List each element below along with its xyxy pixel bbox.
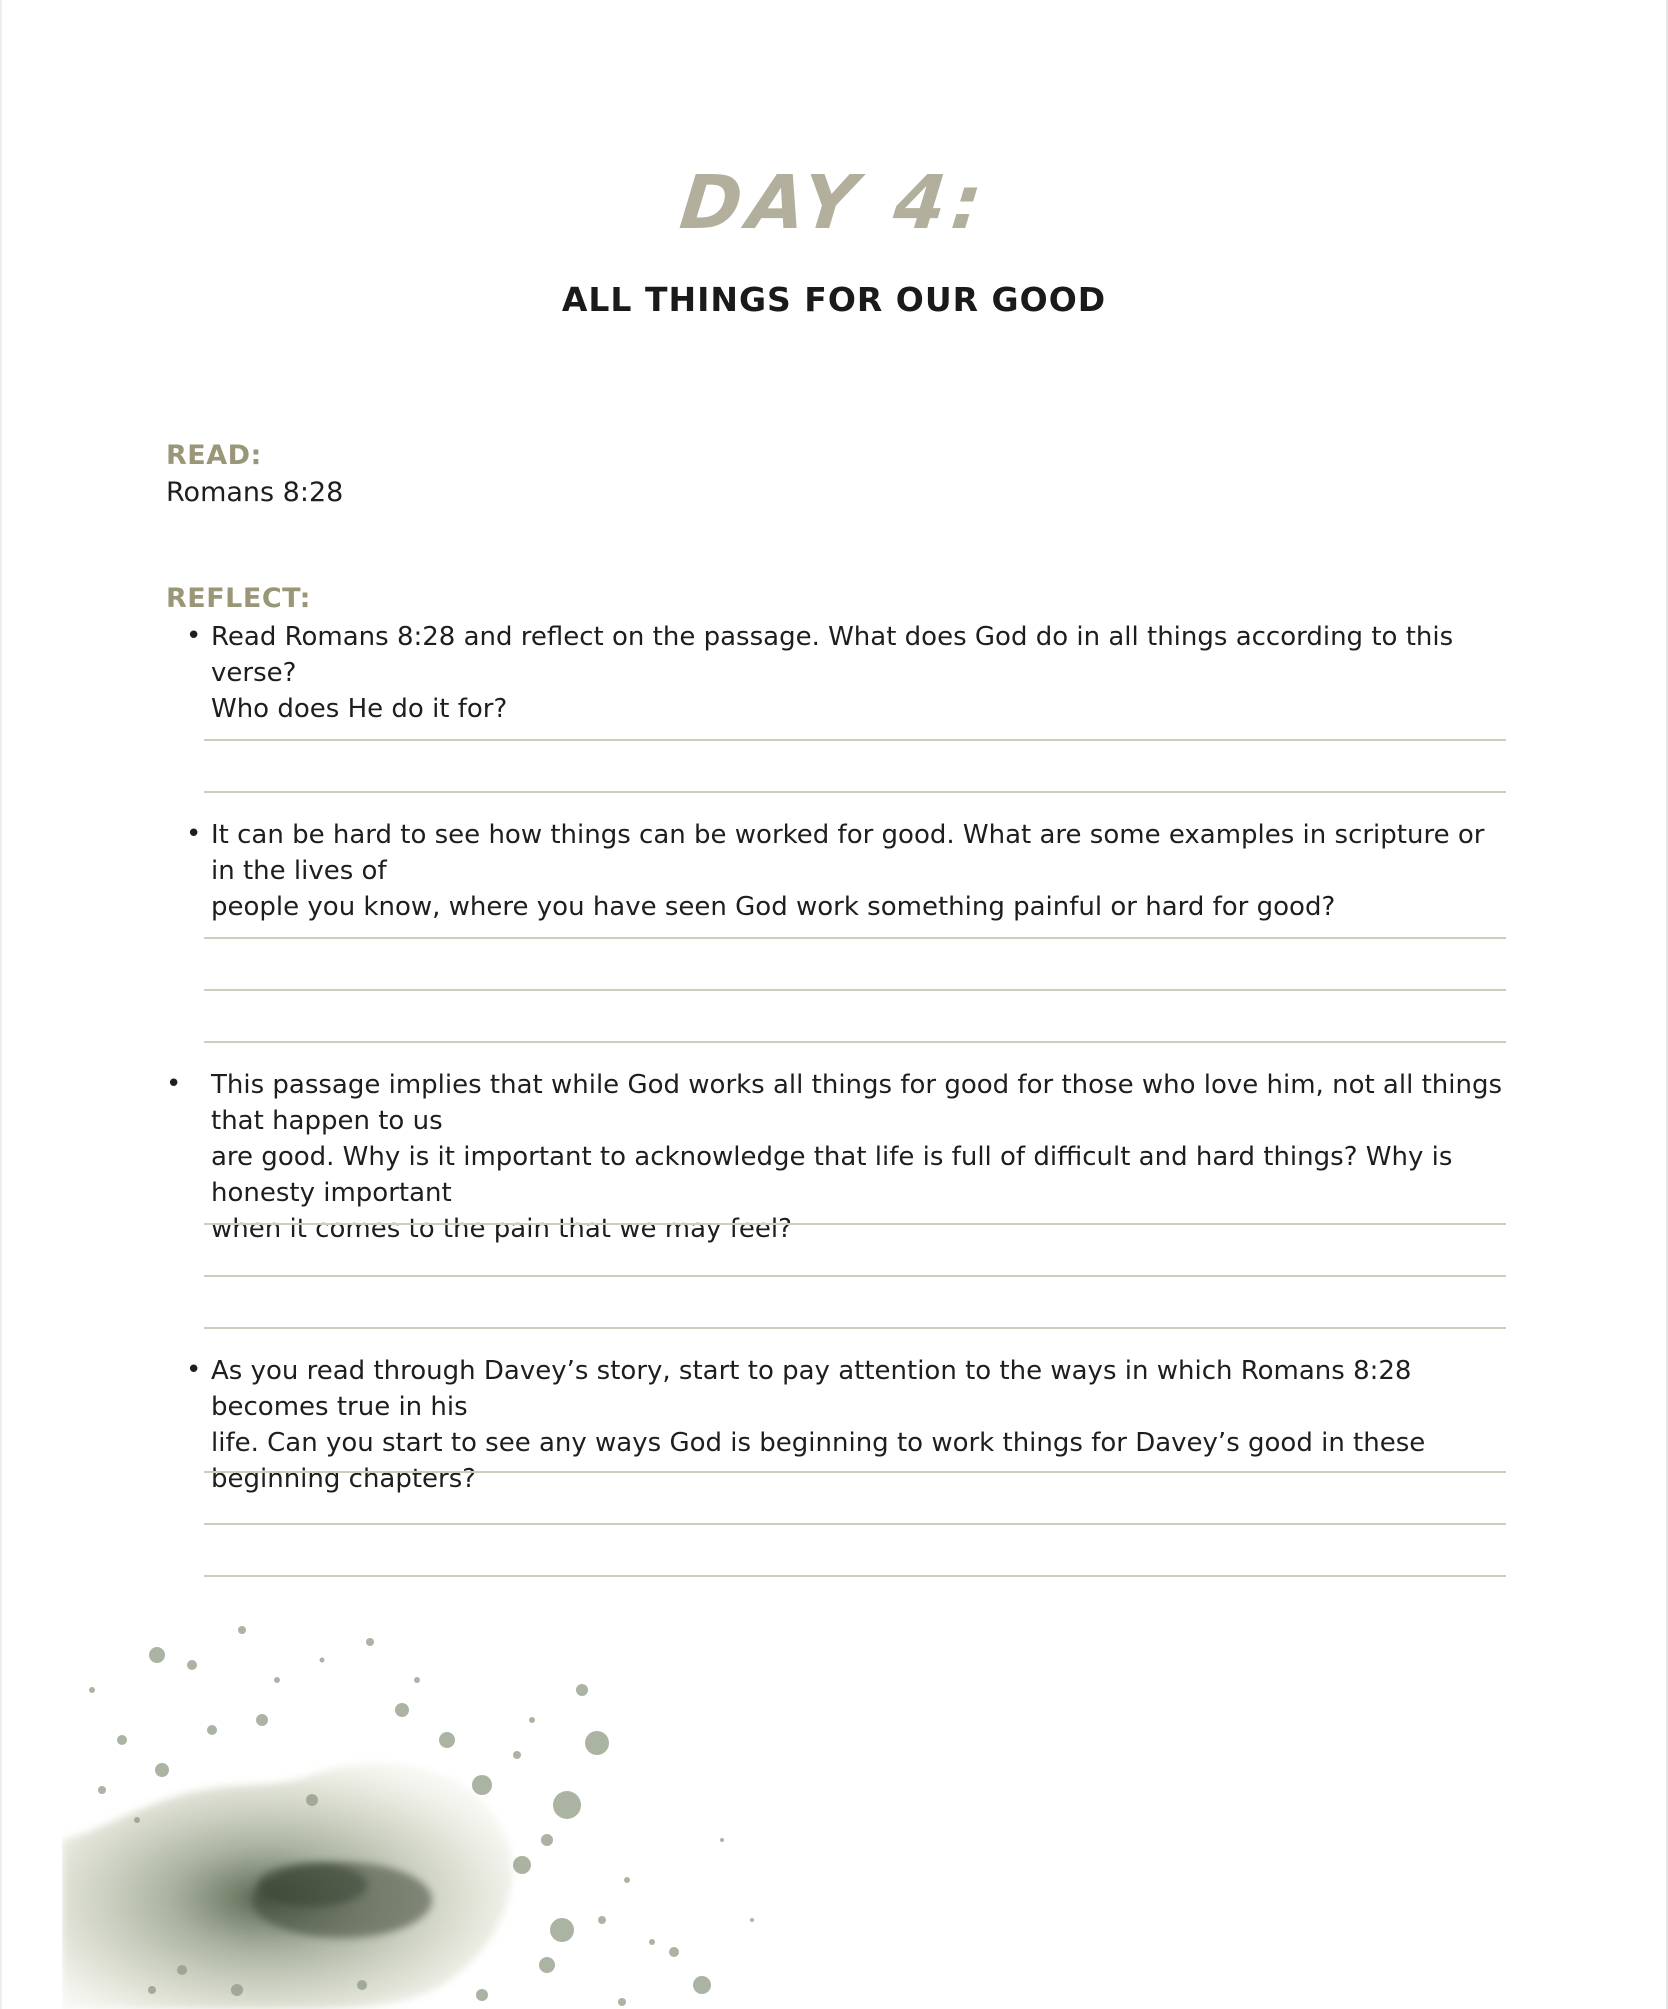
question-3-line-3: when it comes to the pain that we may feel? <box>211 1214 792 1244</box>
answer-line[interactable] <box>204 1523 1506 1525</box>
question-3 <box>211 1067 1511 1247</box>
question-3-line-2: are good. Why is it important to acknowledge that life is full of difficult and hard things? Why is honesty important <box>211 1142 1453 1208</box>
bullet-icon: • <box>186 819 202 849</box>
answer-line[interactable] <box>204 791 1506 793</box>
bullet-icon: • <box>186 1355 202 1385</box>
answer-line[interactable] <box>204 1041 1506 1043</box>
question-4-line-1: As you read through Davey’s story, start to pay attention to the ways in which Romans 8:28 becomes true in his <box>211 1356 1412 1422</box>
page-subtitle: ALL THINGS FOR OUR GOOD <box>561 280 1107 319</box>
question-4-line-2: life. Can you start to see any ways God is beginning to work things for Davey’s good in these beginning chapters? <box>211 1428 1426 1494</box>
answer-line[interactable] <box>204 1327 1506 1329</box>
read-reference: Romans 8:28 <box>166 477 344 508</box>
answer-line[interactable] <box>204 989 1506 991</box>
read-label: READ: <box>166 440 262 471</box>
question-1 <box>211 619 1511 727</box>
reflect-label: REFLECT: <box>166 583 311 614</box>
answer-line[interactable] <box>204 1575 1506 1577</box>
answer-line[interactable] <box>204 1223 1506 1225</box>
bullet-icon: • <box>186 621 202 651</box>
answer-line[interactable] <box>204 1275 1506 1277</box>
question-2-line-1: It can be hard to see how things can be worked for good. What are some examples in scripture or in the lives of <box>211 820 1485 886</box>
question-2 <box>211 817 1511 925</box>
question-4 <box>211 1353 1511 1497</box>
day-title: DAY 4: <box>676 160 992 246</box>
bullet-icon: • <box>166 1069 182 1099</box>
answer-line[interactable] <box>204 739 1506 741</box>
watercolor-splatter-icon <box>62 1590 762 2009</box>
question-2-line-2: people you know, where you have seen God work something painful or hard for good? <box>211 892 1336 922</box>
answer-line[interactable] <box>204 937 1506 939</box>
answer-line[interactable] <box>204 1471 1506 1473</box>
question-1-line-1: Read Romans 8:28 and reflect on the passage. What does God do in all things according to this verse? <box>211 622 1454 688</box>
question-3-line-1: This passage implies that while God works all things for good for those who love him, not all things that happen to us <box>211 1070 1502 1136</box>
question-1-line-2: Who does He do it for? <box>211 694 508 724</box>
